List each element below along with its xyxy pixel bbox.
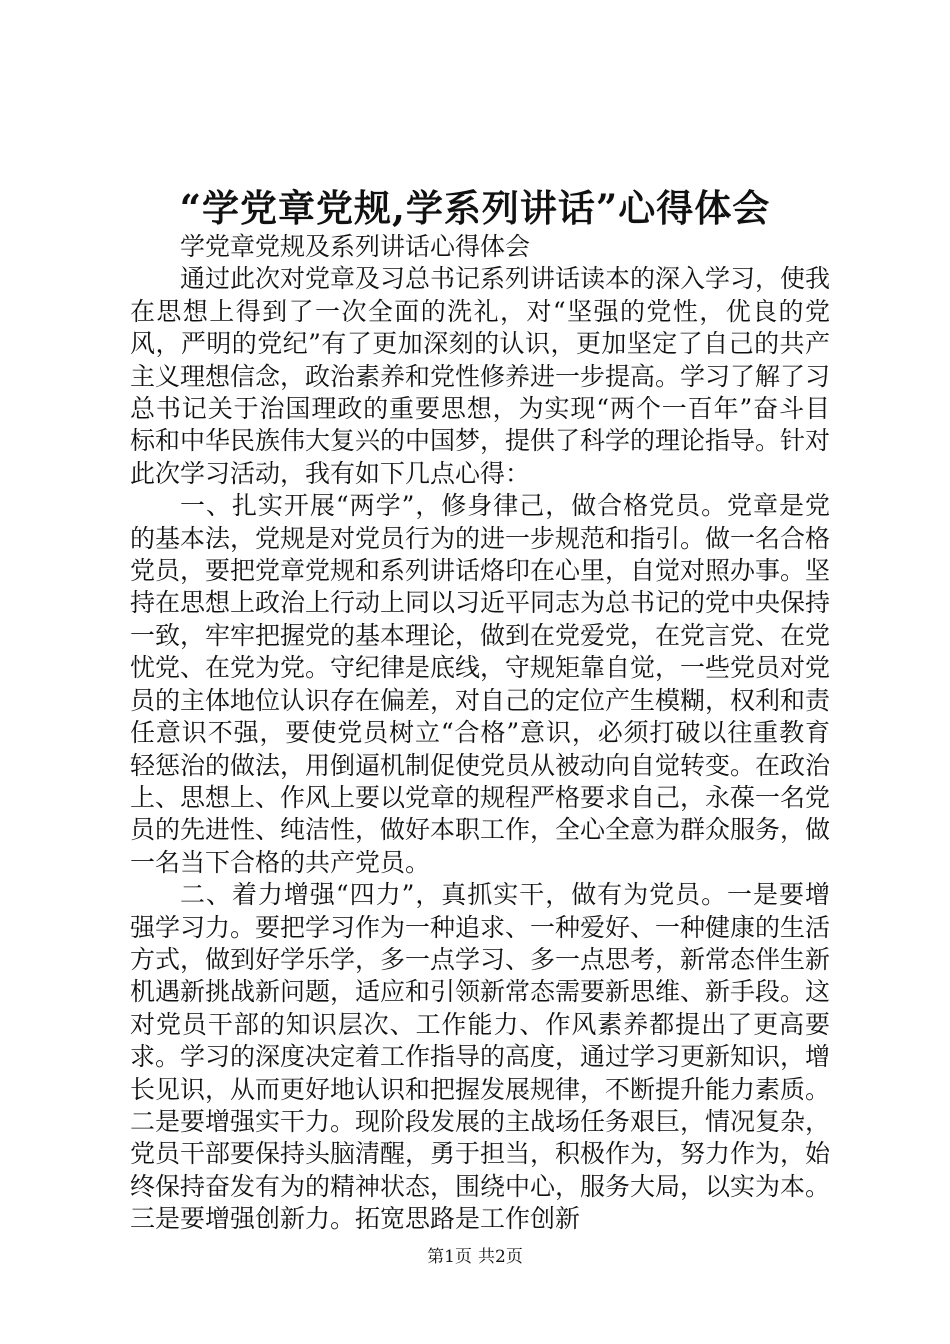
page-total: 共2页: [478, 1247, 523, 1267]
section-two-paragraph: 二、着力增强“四力”，真抓实干，做有为党员。一是要增强学习力。要把学习作为一种追求、一种爱好、一种健康的生活方式，做到好学乐学，多一点学习、多一点思考，新常态伴生新机遇新挑战新问题，适应和引领新常态需要新思维、新手段。这对党员干部的知识层次、工作能力、作风素养都提出了更高要求。学习的深度决定着工作指导的高度，通过学习更新知识，增长见识，从而更好地认识和把握发展规律，不断提升能力素质。二是要增强实干力。现阶段发展的主战场任务艰巨，情况复杂，党员干部要保持头脑清醒，勇于担当，积极作为，努力作为，始终保持奋发有为的精神状态，围绕中心，服务大局，以实为本。三是要增强创新力。拓宽思路是工作创新: [130, 880, 831, 1234]
document-title: “学党章党规,学系列讲话”心得体会: [179, 186, 771, 230]
page-footer: [0, 1245, 950, 1269]
document-body: [130, 231, 830, 1236]
page-number: 第1页: [427, 1247, 472, 1267]
subtitle-paragraph: 学党章党规及系列讲话心得体会: [180, 232, 531, 261]
intro-paragraph: 通过此次对党章及习总书记系列讲话读本的深入学习，使我在思想上得到了一次全面的洗礼，对“坚强的党性，优良的党风，严明的党纪”有了更加深刻的认识，更加坚定了自己的共产主义理想信念，政治素养和党性修养进一步提高。学习了解了习总书记关于治国理政的重要思想，为实现“两个一百年”奋斗目标和中华民族伟大复兴的中国梦，提供了科学的理论指导。针对此次学习活动，我有如下几点心得：: [130, 264, 831, 488]
section-one-paragraph: 一、扎实开展“两学”，修身律己，做合格党员。党章是党的基本法，党规是对党员行为的进一步规范和指引。做一名合格党员，要把党章党规和系列讲话烙印在心里，自觉对照办事。坚持在思想上政治上行动上同以习近平同志为总书记的党中央保持一致，牢牢把握党的基本理论，做到在党爱党，在党言党、在党忧党、在党为党。守纪律是底线，守规矩靠自觉，一些党员对党员的主体地位认识存在偏差，对自己的定位产生模糊，权利和责任意识不强，要使党员树立“合格”意识，必须打破以往重教育轻惩治的做法，用倒逼机制促使党员从被动向自觉转变。在政治上、思想上、作风上要以党章的规程严格要求自己，永葆一名党员的先进性、纯洁性，做好本职工作，全心全意为群众服务，做一名当下合格的共产党员。: [130, 491, 831, 877]
